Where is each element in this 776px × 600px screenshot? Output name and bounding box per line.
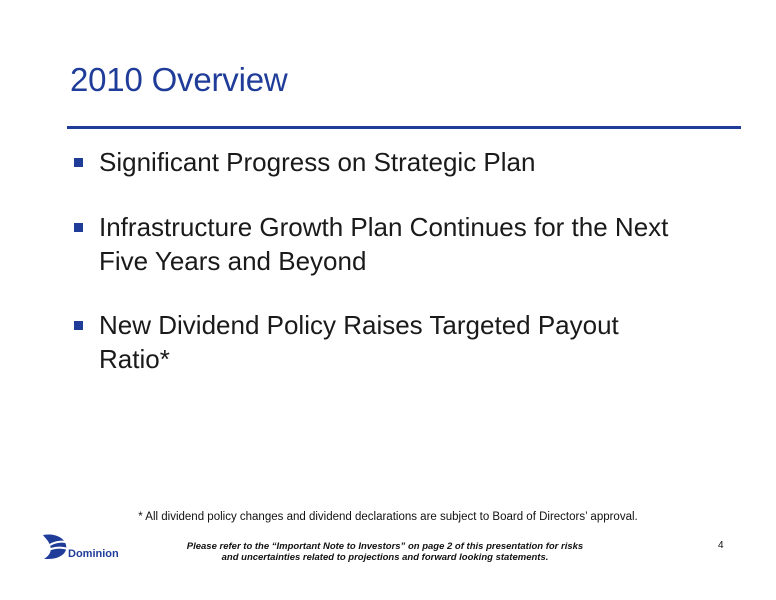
- bullet-line: Significant Progress on Strategic Plan: [99, 147, 536, 177]
- page-number: 4: [718, 540, 724, 551]
- dominion-logo: [40, 531, 130, 565]
- dividend-footnote: * All dividend policy changes and dividend declarations are subject to Board of Directors’ approval.: [138, 511, 638, 523]
- bullet-square-icon: [74, 158, 83, 167]
- bullet-line: Ratio*: [99, 344, 170, 374]
- bullet-line: New Dividend Policy Raises Targeted Payout: [99, 310, 619, 340]
- bullet-line: Five Years and Beyond: [99, 246, 367, 276]
- disclaimer-line: Please refer to the “Important Note to Investors” on page 2 of this presentation for risks: [186, 541, 584, 552]
- dominion-swoosh-logo-icon: [40, 531, 130, 565]
- bullet-text: [99, 308, 719, 376]
- bullet-line: Infrastructure Growth Plan Continues for the Next: [99, 212, 669, 242]
- bullet-text: [99, 210, 719, 278]
- logo-wordmark: Dominion: [68, 548, 119, 560]
- bullet-square-icon: [74, 321, 83, 330]
- bullet-square-icon: [74, 223, 83, 232]
- disclaimer-line: and uncertainties related to projections and forward looking statements.: [221, 552, 549, 563]
- slide-title: 2010 Overview: [70, 61, 288, 98]
- investor-disclaimer: [160, 541, 610, 563]
- bullet-text: [99, 145, 719, 179]
- title-divider: [67, 126, 741, 129]
